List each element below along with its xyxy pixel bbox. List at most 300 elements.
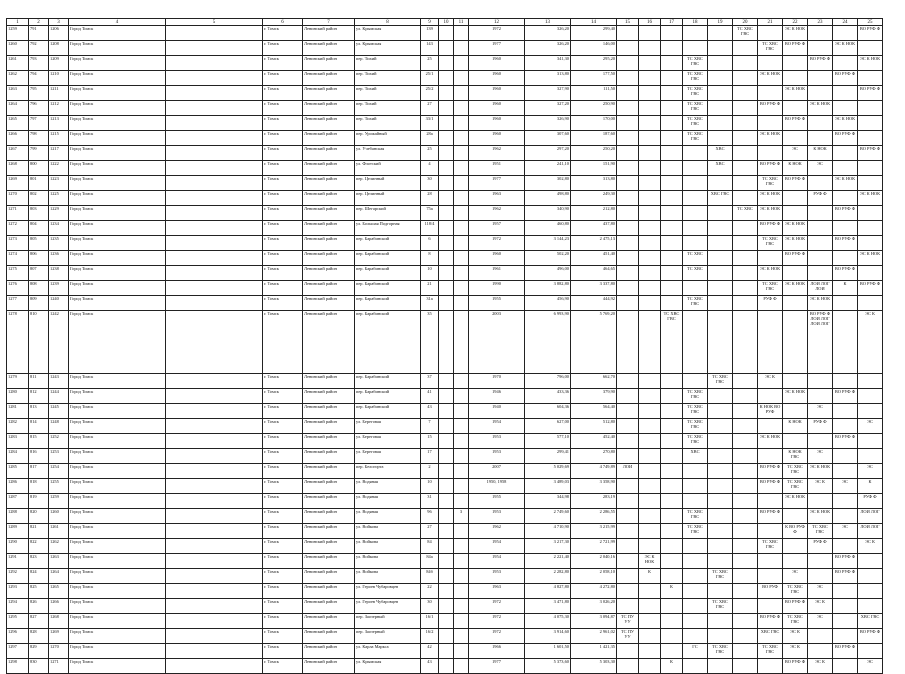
cell-col-15	[617, 644, 639, 659]
cell-col-9: 41	[421, 389, 439, 404]
cell-col-17	[661, 26, 683, 41]
cell-col-18: ГС	[683, 644, 708, 659]
cell-col-15	[617, 101, 639, 116]
cell-col-23	[808, 116, 833, 131]
cell-col-9: 4	[421, 161, 439, 176]
cell-col-14: 249,30	[571, 191, 617, 206]
cell-col-6: г. Томск	[263, 659, 303, 674]
cell-col-23: ЭС К НОК	[808, 101, 833, 116]
cell-col-7: Ленинский район	[303, 659, 355, 674]
cell-col-18	[683, 41, 708, 56]
cell-col-13: 327,90	[525, 86, 571, 101]
cell-col-14: 3 026,20	[571, 599, 617, 614]
cell-col-5	[166, 659, 263, 674]
cell-col-5	[166, 56, 263, 71]
cell-col-12: 1951	[469, 161, 525, 176]
cell-col-2: 802	[29, 191, 49, 206]
cell-col-13: 604,36	[525, 404, 571, 419]
cell-col-12: 1954	[469, 539, 525, 554]
cell-col-9: 25	[421, 146, 439, 161]
cell-col-1: 1292	[7, 569, 29, 584]
cell-col-24: ЭС К НОК	[833, 116, 858, 131]
cell-col-12: 1962	[469, 206, 525, 221]
cell-col-19: ТС ХВС ГВС	[708, 569, 733, 584]
cell-col-15	[617, 374, 639, 389]
cell-col-1: 1283	[7, 434, 29, 449]
cell-col-6: г. Томск	[263, 191, 303, 206]
cell-col-23: К НОК	[808, 146, 833, 161]
cell-col-12: 1953	[469, 569, 525, 584]
cell-col-6: г. Томск	[263, 644, 303, 659]
cell-col-14: 512,80	[571, 419, 617, 434]
cell-col-4: Город Томск	[69, 266, 166, 281]
cell-col-13: 3 144,23	[525, 236, 571, 251]
cell-col-19	[708, 41, 733, 56]
cell-col-8: пер. Целинный	[355, 191, 421, 206]
cell-col-20: ТС ХВС ГВС	[733, 26, 758, 41]
cell-col-24	[833, 146, 858, 161]
cell-col-13: 302,80	[525, 176, 571, 191]
cell-col-11	[454, 389, 469, 404]
cell-col-18	[683, 569, 708, 584]
column-number: 18	[683, 19, 708, 26]
cell-col-9: 10	[421, 479, 439, 494]
cell-col-11	[454, 404, 469, 419]
cell-col-9: 30	[421, 176, 439, 191]
cell-col-4: Город Томск	[69, 374, 166, 389]
cell-col-8: ул. Героев Чубаровцев	[355, 599, 421, 614]
cell-col-22	[783, 296, 808, 311]
cell-col-7: Ленинский район	[303, 191, 355, 206]
cell-col-24: ВО РУФ Ф	[833, 434, 858, 449]
cell-col-23	[808, 554, 833, 569]
cell-col-6: г. Томск	[263, 236, 303, 251]
cell-col-6: г. Томск	[263, 146, 303, 161]
cell-col-17	[661, 614, 683, 629]
cell-col-2: 817	[29, 464, 49, 479]
cell-col-1: 1291	[7, 554, 29, 569]
cell-col-1: 1297	[7, 644, 29, 659]
cell-col-24: ВО РУФ Ф	[833, 236, 858, 251]
cell-col-13: 327,20	[525, 101, 571, 116]
cell-col-4: Город Томск	[69, 404, 166, 419]
cell-col-4: Город Томск	[69, 191, 166, 206]
cell-col-11	[454, 569, 469, 584]
cell-col-10	[439, 449, 454, 464]
cell-col-2: 815	[29, 434, 49, 449]
cell-col-11	[454, 56, 469, 71]
cell-col-3: 1211	[49, 86, 69, 101]
cell-col-13: 6 993,90	[525, 311, 571, 374]
cell-col-13: 3 914,60	[525, 629, 571, 644]
cell-col-12: 1953	[469, 509, 525, 524]
cell-col-21: ВО РУФ Ф	[758, 509, 783, 524]
cell-col-8: ул. Большая Подгорная	[355, 221, 421, 236]
cell-col-25: ВО РУФ Ф	[858, 146, 883, 161]
cell-col-1: 1286	[7, 479, 29, 494]
cell-col-10	[439, 251, 454, 266]
cell-col-24	[833, 311, 858, 374]
cell-col-2: 801	[29, 176, 49, 191]
cell-col-23	[808, 266, 833, 281]
cell-col-24	[833, 56, 858, 71]
cell-col-4: Город Томск	[69, 71, 166, 86]
cell-col-2: 811	[29, 374, 49, 389]
cell-col-22: К ВО РУФ Ф	[783, 524, 808, 539]
cell-col-11	[454, 101, 469, 116]
column-number: 7	[303, 19, 355, 26]
cell-col-10	[439, 161, 454, 176]
cell-col-17	[661, 281, 683, 296]
cell-col-3: 1229	[49, 206, 69, 221]
cell-col-7: Ленинский район	[303, 449, 355, 464]
cell-col-11	[454, 41, 469, 56]
cell-col-25	[858, 131, 883, 146]
cell-col-1: 1278	[7, 311, 29, 374]
cell-col-23: ЭС	[808, 584, 833, 599]
cell-col-15	[617, 419, 639, 434]
cell-col-17	[661, 71, 683, 86]
cell-col-18	[683, 161, 708, 176]
column-number: 24	[833, 19, 858, 26]
cell-col-10	[439, 479, 454, 494]
cell-col-24: ВО РУФ Ф	[833, 206, 858, 221]
cell-col-7: Ленинский район	[303, 554, 355, 569]
cell-col-5	[166, 614, 263, 629]
cell-col-23: ЭС К	[808, 659, 833, 674]
cell-col-3: 1270	[49, 644, 69, 659]
register-table	[6, 18, 883, 674]
cell-col-20	[733, 449, 758, 464]
column-number: 8	[355, 19, 421, 26]
cell-col-7: Ленинский район	[303, 176, 355, 191]
cell-col-23: ВО РУФ Ф	[808, 56, 833, 71]
cell-col-2: 821	[29, 524, 49, 539]
cell-col-2: 825	[29, 584, 49, 599]
cell-col-3: 1222	[49, 161, 69, 176]
cell-col-3: 1212	[49, 101, 69, 116]
cell-col-22: К НОК	[783, 161, 808, 176]
cell-col-5	[166, 206, 263, 221]
cell-col-18: ТС ХВС ГВС	[683, 524, 708, 539]
cell-col-23	[808, 86, 833, 101]
cell-col-8: пер. Барабинский	[355, 389, 421, 404]
cell-col-14: 313,80	[571, 176, 617, 191]
cell-col-20	[733, 599, 758, 614]
cell-col-4: Город Томск	[69, 629, 166, 644]
cell-col-15	[617, 221, 639, 236]
cell-col-13: 4 075,30	[525, 614, 571, 629]
cell-col-2: 822	[29, 539, 49, 554]
cell-col-4: Город Томск	[69, 311, 166, 374]
table-row	[7, 311, 883, 374]
cell-col-8: пер. Барабинский	[355, 311, 421, 374]
cell-col-2: 797	[29, 116, 49, 131]
cell-col-9: 33/1	[421, 116, 439, 131]
cell-col-25: ВО РУФ Ф	[858, 26, 883, 41]
cell-col-24	[833, 251, 858, 266]
cell-col-15	[617, 404, 639, 419]
cell-col-3: 1242	[49, 311, 69, 374]
cell-col-9: 84б	[421, 569, 439, 584]
cell-col-13: 5 029,69	[525, 464, 571, 479]
cell-col-9: 30	[421, 599, 439, 614]
cell-col-19: ХВС	[708, 146, 733, 161]
cell-col-17	[661, 569, 683, 584]
cell-col-20	[733, 494, 758, 509]
cell-col-12: 1953	[469, 434, 525, 449]
cell-col-21: ЭС К НОК	[758, 131, 783, 146]
cell-col-25: ВО РУФ Ф	[858, 281, 883, 296]
table-row	[7, 374, 883, 389]
cell-col-25	[858, 404, 883, 419]
cell-col-1: 1265	[7, 116, 29, 131]
cell-col-1: 1274	[7, 251, 29, 266]
cell-col-21: ЭС К НОК	[758, 206, 783, 221]
cell-col-7: Ленинский район	[303, 419, 355, 434]
cell-col-12: 1972	[469, 599, 525, 614]
cell-col-24	[833, 101, 858, 116]
cell-col-3: 1243	[49, 374, 69, 389]
cell-col-13: 498,80	[525, 191, 571, 206]
cell-col-9: 27	[421, 524, 439, 539]
cell-col-3: 1271	[49, 659, 69, 674]
cell-col-20	[733, 464, 758, 479]
cell-col-19	[708, 404, 733, 419]
cell-col-22	[783, 434, 808, 449]
cell-col-3: 1268	[49, 614, 69, 629]
cell-col-14: 437,80	[571, 221, 617, 236]
cell-col-16	[639, 509, 661, 524]
cell-col-7: Ленинский район	[303, 86, 355, 101]
cell-col-2: 795	[29, 86, 49, 101]
cell-col-10	[439, 464, 454, 479]
cell-col-2: 799	[29, 146, 49, 161]
cell-col-18: ТС ХВС ГВС	[683, 296, 708, 311]
table-row	[7, 599, 883, 614]
cell-col-2: 793	[29, 56, 49, 71]
cell-col-1: 1282	[7, 419, 29, 434]
cell-col-22: ТС ХВС ГВС	[783, 584, 808, 599]
cell-col-2: 813	[29, 404, 49, 419]
cell-col-21: РУФ Ф	[758, 296, 783, 311]
cell-col-19	[708, 26, 733, 41]
cell-col-5	[166, 191, 263, 206]
cell-col-25	[858, 236, 883, 251]
cell-col-3: 1269	[49, 629, 69, 644]
cell-col-17	[661, 539, 683, 554]
cell-col-4: Город Томск	[69, 419, 166, 434]
cell-col-17	[661, 464, 683, 479]
cell-col-4: Город Томск	[69, 161, 166, 176]
cell-col-13: 341,30	[525, 56, 571, 71]
cell-col-6: г. Томск	[263, 41, 303, 56]
cell-col-4: Город Томск	[69, 494, 166, 509]
column-number: 20	[733, 19, 758, 26]
cell-col-10	[439, 311, 454, 374]
cell-col-12: 1970	[469, 374, 525, 389]
cell-col-17	[661, 494, 683, 509]
cell-col-16	[639, 479, 661, 494]
cell-col-3: 1223	[49, 176, 69, 191]
cell-col-4: Город Томск	[69, 479, 166, 494]
cell-col-6: г. Томск	[263, 101, 303, 116]
cell-col-23: ЭС К	[808, 479, 833, 494]
cell-col-20	[733, 71, 758, 86]
cell-col-20	[733, 629, 758, 644]
cell-col-3: 1209	[49, 56, 69, 71]
cell-col-7: Ленинский район	[303, 629, 355, 644]
cell-col-6: г. Томск	[263, 311, 303, 374]
cell-col-11	[454, 464, 469, 479]
cell-col-13: 3 882,80	[525, 281, 571, 296]
cell-col-20	[733, 509, 758, 524]
cell-col-24	[833, 494, 858, 509]
cell-col-18: ТС ХВС ГВС	[683, 419, 708, 434]
cell-col-25	[858, 449, 883, 464]
cell-col-19	[708, 524, 733, 539]
cell-col-10	[439, 404, 454, 419]
cell-col-12: 1954	[469, 419, 525, 434]
cell-col-19	[708, 494, 733, 509]
cell-col-22: ВО РУФ Ф	[783, 176, 808, 191]
cell-col-13: 1 601,50	[525, 644, 571, 659]
cell-col-11	[454, 374, 469, 389]
cell-col-8: ул. Войкова	[355, 569, 421, 584]
cell-col-18: ТС ХВС ГВС	[683, 434, 708, 449]
cell-col-2: 804	[29, 221, 49, 236]
cell-col-21: ТС ХВС ГВС	[758, 176, 783, 191]
table-row	[7, 131, 883, 146]
cell-col-20	[733, 221, 758, 236]
cell-col-6: г. Томск	[263, 374, 303, 389]
cell-col-16	[639, 434, 661, 449]
cell-col-22	[783, 131, 808, 146]
cell-col-10	[439, 101, 454, 116]
cell-col-21	[758, 251, 783, 266]
cell-col-16	[639, 629, 661, 644]
cell-col-12: 1963	[469, 191, 525, 206]
cell-col-4: Город Томск	[69, 524, 166, 539]
cell-col-17	[661, 629, 683, 644]
cell-col-3: 1238	[49, 266, 69, 281]
cell-col-13: 2 221,40	[525, 554, 571, 569]
cell-col-17	[661, 236, 683, 251]
cell-col-15	[617, 236, 639, 251]
cell-col-18: ХВС	[683, 449, 708, 464]
cell-col-23	[808, 434, 833, 449]
cell-col-25: ВО РУФ Ф	[858, 86, 883, 101]
table-row	[7, 419, 883, 434]
cell-col-6: г. Томск	[263, 614, 303, 629]
cell-col-9: 43	[421, 659, 439, 674]
cell-col-15	[617, 56, 639, 71]
cell-col-25: ЭС К	[858, 539, 883, 554]
cell-col-10	[439, 281, 454, 296]
cell-col-10	[439, 389, 454, 404]
cell-col-2: 816	[29, 449, 49, 464]
cell-col-12: 1940	[469, 404, 525, 419]
table-row	[7, 614, 883, 629]
cell-col-7: Ленинский район	[303, 509, 355, 524]
cell-col-24: ЭС К НОК	[833, 176, 858, 191]
cell-col-7: Ленинский район	[303, 494, 355, 509]
cell-col-20	[733, 251, 758, 266]
cell-col-2: 818	[29, 479, 49, 494]
cell-col-20	[733, 659, 758, 674]
cell-col-12: 1960	[469, 251, 525, 266]
cell-col-17	[661, 41, 683, 56]
cell-col-10	[439, 176, 454, 191]
cell-col-11	[454, 266, 469, 281]
cell-col-2: 820	[29, 509, 49, 524]
cell-col-6: г. Томск	[263, 494, 303, 509]
cell-col-24	[833, 374, 858, 389]
column-number: 23	[808, 19, 833, 26]
cell-col-9: 96	[421, 509, 439, 524]
cell-col-6: г. Томск	[263, 296, 303, 311]
cell-col-6: г. Томск	[263, 161, 303, 176]
cell-col-6: г. Томск	[263, 389, 303, 404]
cell-col-21: К НОК ВО РУФ	[758, 404, 783, 419]
cell-col-18	[683, 629, 708, 644]
cell-col-18	[683, 221, 708, 236]
cell-col-1: 1281	[7, 404, 29, 419]
cell-col-24	[833, 614, 858, 629]
cell-col-21: ЭС К НОК	[758, 434, 783, 449]
cell-col-25: ВО РУФ Ф	[858, 629, 883, 644]
table-row	[7, 71, 883, 86]
cell-col-6: г. Томск	[263, 449, 303, 464]
cell-col-7: Ленинский район	[303, 116, 355, 131]
cell-col-2: 806	[29, 251, 49, 266]
cell-col-6: г. Томск	[263, 281, 303, 296]
cell-col-9: 43	[421, 404, 439, 419]
cell-col-14: 250,20	[571, 146, 617, 161]
cell-col-14: 379,90	[571, 389, 617, 404]
cell-col-8: пер. Барабинский	[355, 236, 421, 251]
cell-col-17	[661, 101, 683, 116]
cell-col-17	[661, 524, 683, 539]
cell-col-18	[683, 584, 708, 599]
cell-col-9: 2	[421, 464, 439, 479]
cell-col-7: Ленинский район	[303, 374, 355, 389]
cell-col-17: К	[661, 584, 683, 599]
cell-col-8: ул. Войкова	[355, 539, 421, 554]
cell-col-5	[166, 509, 263, 524]
cell-col-14: 2 058,10	[571, 569, 617, 584]
cell-col-5	[166, 449, 263, 464]
table-row	[7, 584, 883, 599]
cell-col-7: Ленинский район	[303, 266, 355, 281]
cell-col-12: 1972	[469, 26, 525, 41]
cell-col-7: Ленинский район	[303, 644, 355, 659]
cell-col-15: ТС ПУ УУ	[617, 629, 639, 644]
cell-col-22: ЭС К НОК	[783, 281, 808, 296]
column-number: 21	[758, 19, 783, 26]
cell-col-25	[858, 221, 883, 236]
cell-col-9: 7	[421, 419, 439, 434]
cell-col-10	[439, 56, 454, 71]
cell-col-17	[661, 56, 683, 71]
cell-col-16	[639, 464, 661, 479]
cell-col-17	[661, 434, 683, 449]
cell-col-7: Ленинский район	[303, 206, 355, 221]
cell-col-3: 1263	[49, 554, 69, 569]
cell-col-3: 1236	[49, 251, 69, 266]
column-number: 11	[454, 19, 469, 26]
cell-col-21: ТС ХВС ГВС	[758, 644, 783, 659]
